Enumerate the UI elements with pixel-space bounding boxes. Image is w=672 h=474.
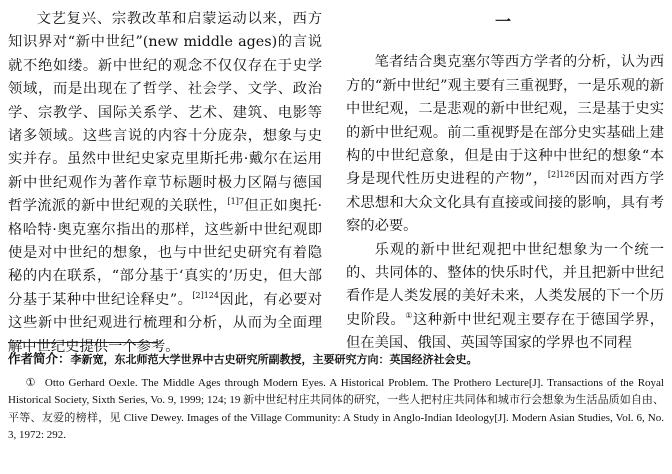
right-paragraph-1 bbox=[346, 51, 664, 238]
author-label: 作者简介： bbox=[8, 351, 71, 366]
footnote-rule bbox=[8, 342, 158, 343]
right-column bbox=[346, 8, 664, 356]
left-text-3: 因此，有必要对这些新中世纪观进行梳理和分析，从而为全面理解中世纪史提供一个参考。 bbox=[8, 291, 322, 355]
right-text-4: 这种新中世纪观主要存在于德国学界，但在美国、俄国、英国等国家的学界也不同程 bbox=[346, 311, 665, 352]
footnote-1 bbox=[8, 375, 664, 445]
right-paragraph-2 bbox=[346, 239, 664, 356]
right-text-2: 因而对西方学术思想和大众文化具有直接或间接的影响，具有考察的必要。 bbox=[346, 171, 664, 235]
section-number: 一 bbox=[494, 12, 515, 31]
citation-2: [2]124 bbox=[192, 291, 219, 301]
footnote-marker: ① bbox=[25, 376, 37, 389]
footnotes bbox=[8, 350, 664, 445]
left-text-1: 文艺复兴、宗教改革和启蒙运动以来，西方知识界对“新中世纪”(new middle ages)的言说就不绝如缕。新中世纪的观念不仅仅存在于史学领域，而是出现在了哲学、社会学、文学、政治学、宗教学、国际关系学、艺术、建筑、电影等诸多领域。这些言说的内容十分庞杂，想象与史实并存。虽然中世纪史家克里斯托弗·戴尔在运用新中世纪观作为著作章节标题时极力区隔与德国哲学流派的新中世纪观的关联性， bbox=[8, 11, 322, 215]
citation-3: [2]126 bbox=[547, 170, 575, 180]
author-text: 李新宽，东北师范大学世界中古史研究所副教授，主要研究方向：英国经济社会史。 bbox=[70, 353, 478, 366]
left-paragraph bbox=[8, 8, 322, 359]
left-text-2: 但正如奥托·格哈特·奥克塞尔指出的那样，这些新中世纪观即使是对中世纪的想象，也与中世纪史研究有着隐秘的内在联系，“部分基于‘真实的’历史，但大部分基于某种中世纪诠释史”。 bbox=[8, 198, 323, 308]
right-text-1: 笔者结合奥克塞尔等西方学者的分析，认为西方的“新中世纪”观主要有三重视野，一是乐观的新中世纪观，二是悲观的新中世纪观，三是基于史实的新中世纪观。前二重视野是在部分史实基础上建构的中世纪意象，但是由于这种中世纪的想象“本身是现代性历史进程的产物”， bbox=[346, 54, 664, 188]
citation-1: [1]7 bbox=[227, 197, 244, 207]
footnote-text: Otto Gerhard Oexle. The Middle Ages through Modern Eyes. A Historical Problem. The Prothero Lecture[J]. Transactions of the Royal Historical Society, Sixth Series, Vo. 9, 1999; 124; 19 新中世纪村庄共同体的研究，一些人把村庄共同体和城市行会想象为生活品质如自由、平等、友爱的榜样，见 Clive Dewey. Images of the Village Community: A Study in Anglo-Indian Ideology[J]. Modern Asian Studies, Vol. 6, No. 3, 1972: 292. bbox=[8, 376, 664, 441]
right-text-3: 乐观的新中世纪观把中世纪想象为一个统一的、共同体的、整体的快乐时代，并且把新中世纪看作是人类发展的美好未来，人类发展的下一个历史阶段。 bbox=[346, 241, 664, 328]
left-column bbox=[8, 8, 322, 359]
author-bio bbox=[8, 350, 664, 369]
footnote-mark: ① bbox=[405, 311, 413, 321]
